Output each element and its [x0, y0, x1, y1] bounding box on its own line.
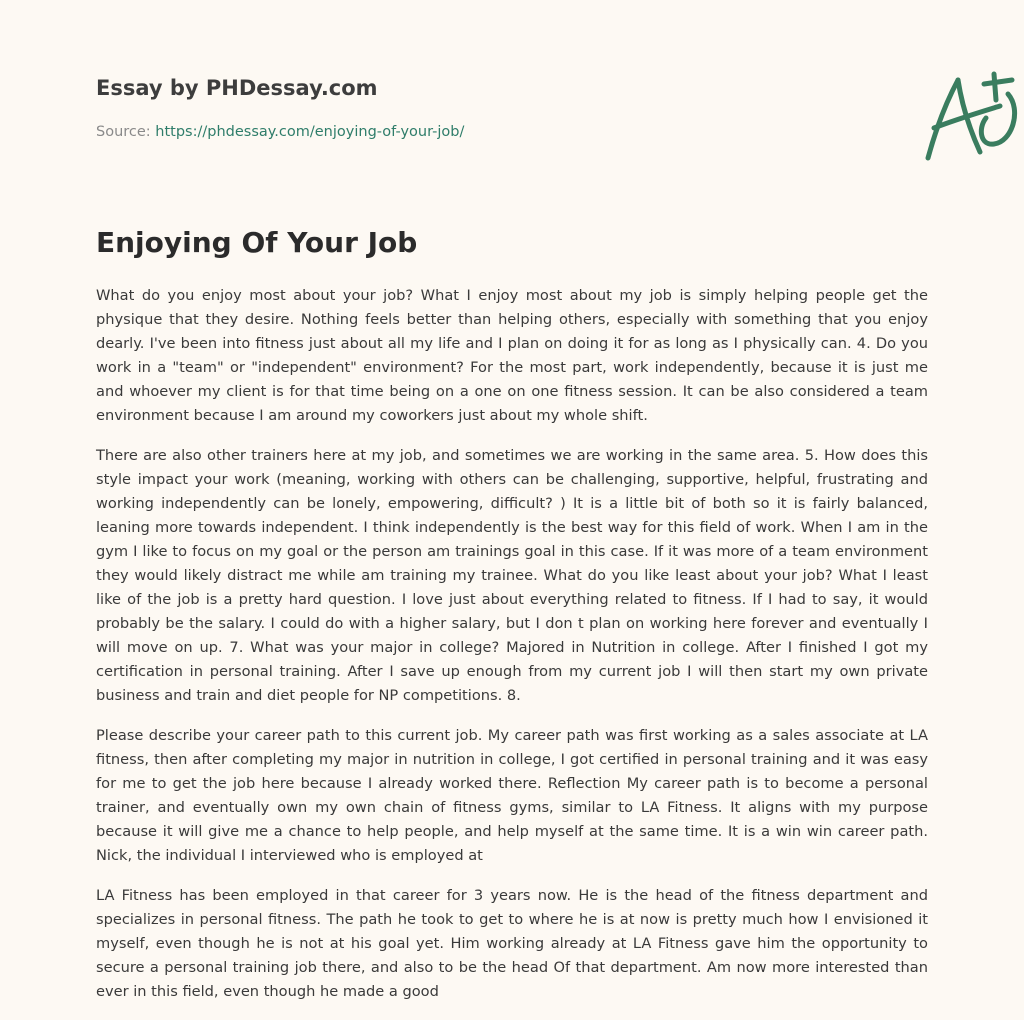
- source-label: Source:: [96, 124, 156, 140]
- a-plus-grade-icon: [914, 66, 1024, 166]
- essay-paragraph: LA Fitness has been employed in that career for 3 years now. He is the head of the fitness department and specializes in personal fitness. The path he took to get to where he is at now is pretty much how I envisioned it myself, even though he is not at his goal yet. Him working already at LA Fitness gave him the opportunity to secure a personal training job there, and also to be the head Of that department. Am now more interested than ever in this field, even though he made a good: [96, 887, 928, 1000]
- essay-paragraph: There are also other trainers here at my job, and sometimes we are working in the same area. 5. How does this style impact your work (meaning, working with others can be challenging, supportive, helpful, frustrating and working independently can be lonely, empowering, difficult? ) It is a little bit of both so it is fairly balanced, leaning more towards independent. I think independently is the best way for this field of work. When I am in the gym I like to focus on my goal or the person am trainings goal in this case. If it was more of a team environment they would likely distract me while am training my trainee. What do you like least about your job? What I least like of the job is a pretty hard question. I love just about everything related to fitness. If I had to say, it would probably be the salary. I could do with a higher salary, but I don t plan on working here forever and eventually I will move on up. 7. What was your major in college? Majored in Nutrition in college. After I finished I got my certification in personal training. After I save up enough from my current job I will then start my own private business and train and diet people for NP competitions. 8.: [96, 447, 928, 704]
- essay-paragraph: What do you enjoy most about your job? What I enjoy most about my job is simply helping people get the physique that they desire. Nothing feels better than helping others, especially with something that you enjoy dearly. I've been into fitness just about all my life and I plan on doing it for as long as I physically can. 4. Do you work in a "team" or "independent" environment? For the most part, work independently, because it is just me and whoever my client is for that time being on a one on one fitness session. It can be also considered a team environment because I am around my coworkers just about my whole shift.: [96, 287, 928, 424]
- site-title: Essay by PHDessay.com: [96, 76, 378, 100]
- source-link[interactable]: https://phdessay.com/enjoying-of-your-job/: [155, 124, 465, 140]
- essay-title: Enjoying Of Your Job: [96, 226, 418, 259]
- essay-paragraph: Please describe your career path to this current job. My career path was first working as a sales associate at LA fitness, then after completing my major in nutrition in college, I got certified in personal training and it was easy for me to get the job here because I already worked there. Reflection My career path is to become a personal trainer, and eventually own my own chain of fitness gyms, similar to LA Fitness. It aligns with my purpose because it will give me a chance to help people, and help myself at the same time. It is a win win career path. Nick, the individual I interviewed who is employed at: [96, 727, 928, 864]
- source-line: [96, 124, 464, 140]
- essay-body: [96, 284, 928, 1020]
